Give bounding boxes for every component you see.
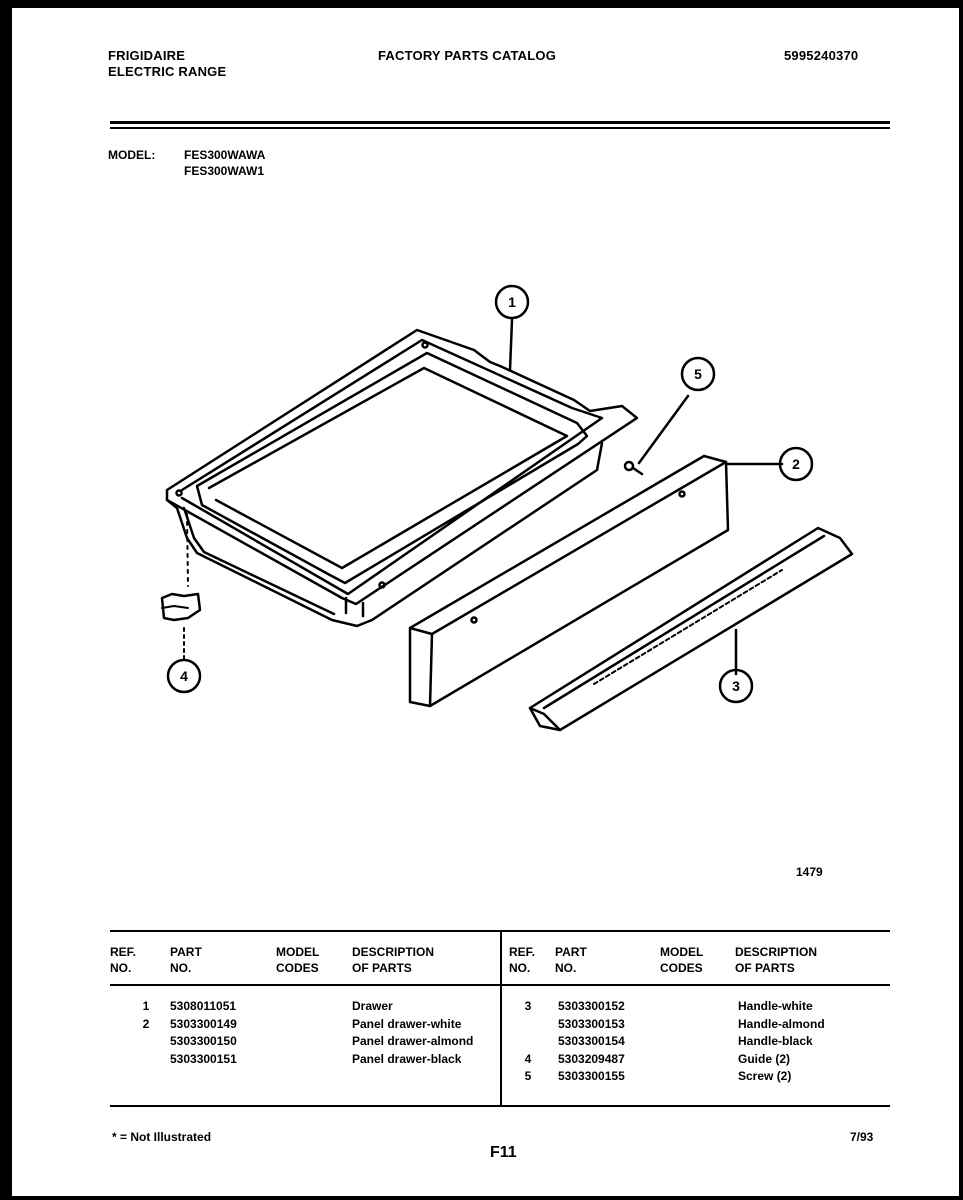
table-cell-part: 5303300152	[558, 999, 625, 1013]
left-ref-column	[140, 998, 152, 1068]
header-model-line2: CODES	[660, 961, 703, 975]
table-cell-part: 5303300155	[558, 1069, 625, 1083]
header-model-line1: MODEL	[660, 945, 704, 959]
page-code: F11	[490, 1144, 517, 1161]
table-cell-part: 5308011051	[170, 999, 237, 1013]
table-cell-ref	[140, 1051, 152, 1069]
not-illustrated-note: * = Not Illustrated	[112, 1130, 212, 1144]
callout-label-4: 4	[180, 668, 188, 684]
header-desc-line2: OF PARTS	[352, 961, 412, 975]
right-ref-column	[522, 998, 534, 1086]
model-number-1: FES300WAWA	[184, 148, 266, 162]
table-cell-ref: 3	[524, 999, 532, 1013]
table-cell-ref: 4	[524, 1051, 532, 1066]
header-description-left	[352, 944, 434, 976]
table-cell-desc: Handle-almond	[738, 1016, 825, 1031]
exploded-parts-diagram	[12, 8, 959, 908]
table-cell-ref: 5	[524, 1069, 532, 1083]
header-part-no-right	[555, 944, 587, 976]
table-cell-ref	[522, 1016, 534, 1034]
table-divider	[500, 930, 502, 1107]
header-ref-no-right	[509, 944, 535, 976]
header-part-line2: NO.	[555, 961, 577, 975]
table-cell-desc: Guide (2)	[738, 1051, 791, 1066]
table-cell-desc: Panel drawer-black	[352, 1051, 462, 1066]
catalog-number: 5995240370	[784, 48, 859, 63]
header-ref-line1: REF.	[110, 945, 137, 959]
drawer-part	[167, 330, 637, 626]
left-part-column	[170, 998, 237, 1068]
header-ref-line1: REF.	[509, 945, 536, 959]
callout-label-5: 5	[694, 366, 702, 382]
header-model-codes-left	[276, 944, 319, 976]
drawer-panel-part	[410, 456, 728, 706]
header-desc-line1: DESCRIPTION	[735, 945, 818, 959]
handle-part	[530, 528, 852, 730]
header-desc-line1: DESCRIPTION	[352, 945, 435, 959]
table-cell-part: 5303209487	[558, 1051, 625, 1066]
table-cell-desc: Handle-white	[738, 999, 813, 1013]
table-cell-desc: Drawer	[352, 999, 393, 1013]
table-cell-part: 5303300154	[558, 1034, 625, 1048]
model-number-2: FES300WAW1	[184, 164, 265, 178]
header-ref-no-left	[110, 944, 136, 976]
left-description-column	[352, 998, 473, 1068]
model-label: MODEL:	[108, 148, 156, 162]
callout-label-2: 2	[792, 456, 800, 472]
table-cell-part: 5303300153	[558, 1016, 625, 1031]
header-model-codes-right	[660, 944, 703, 976]
table-cell-desc: Screw (2)	[738, 1069, 792, 1083]
right-description-column	[738, 998, 825, 1086]
table-cell-part: 5303300151	[170, 1051, 237, 1066]
catalog-title: FACTORY PARTS CATALOG	[378, 48, 557, 63]
header-ref-line2: NO.	[509, 961, 531, 975]
table-cell-desc: Panel drawer-almond	[352, 1034, 474, 1048]
header-desc-line2: OF PARTS	[735, 961, 795, 975]
table-cell-part: 5303300150	[170, 1034, 237, 1048]
product-type: ELECTRIC RANGE	[108, 64, 227, 79]
table-cell-part: 5303300149	[170, 1016, 237, 1031]
header-model-line2: CODES	[276, 961, 319, 975]
table-cell-ref	[140, 1033, 152, 1051]
revision-date: 7/93	[850, 1130, 874, 1144]
right-part-column	[558, 998, 625, 1086]
header-description-right	[735, 944, 817, 976]
figure-number: 1479	[796, 865, 823, 879]
callout-label-1: 1	[508, 294, 516, 310]
table-cell-desc: Handle-black	[738, 1034, 813, 1048]
header-part-line1: PART	[170, 945, 202, 959]
guide-part	[162, 594, 200, 620]
catalog-page	[12, 8, 959, 1196]
header-ref-line2: NO.	[110, 961, 132, 975]
callout-label-3: 3	[732, 678, 740, 694]
table-cell-ref: 2	[142, 1016, 150, 1031]
table-cell-desc: Panel drawer-white	[352, 1016, 462, 1031]
header-model-line1: MODEL	[276, 945, 320, 959]
header-part-line1: PART	[555, 945, 587, 959]
brand-name: FRIGIDAIRE	[108, 48, 186, 63]
table-cell-ref	[522, 1033, 534, 1051]
header-part-no-left	[170, 944, 202, 976]
header-part-line2: NO.	[170, 961, 192, 975]
table-cell-ref: 1	[142, 999, 150, 1013]
